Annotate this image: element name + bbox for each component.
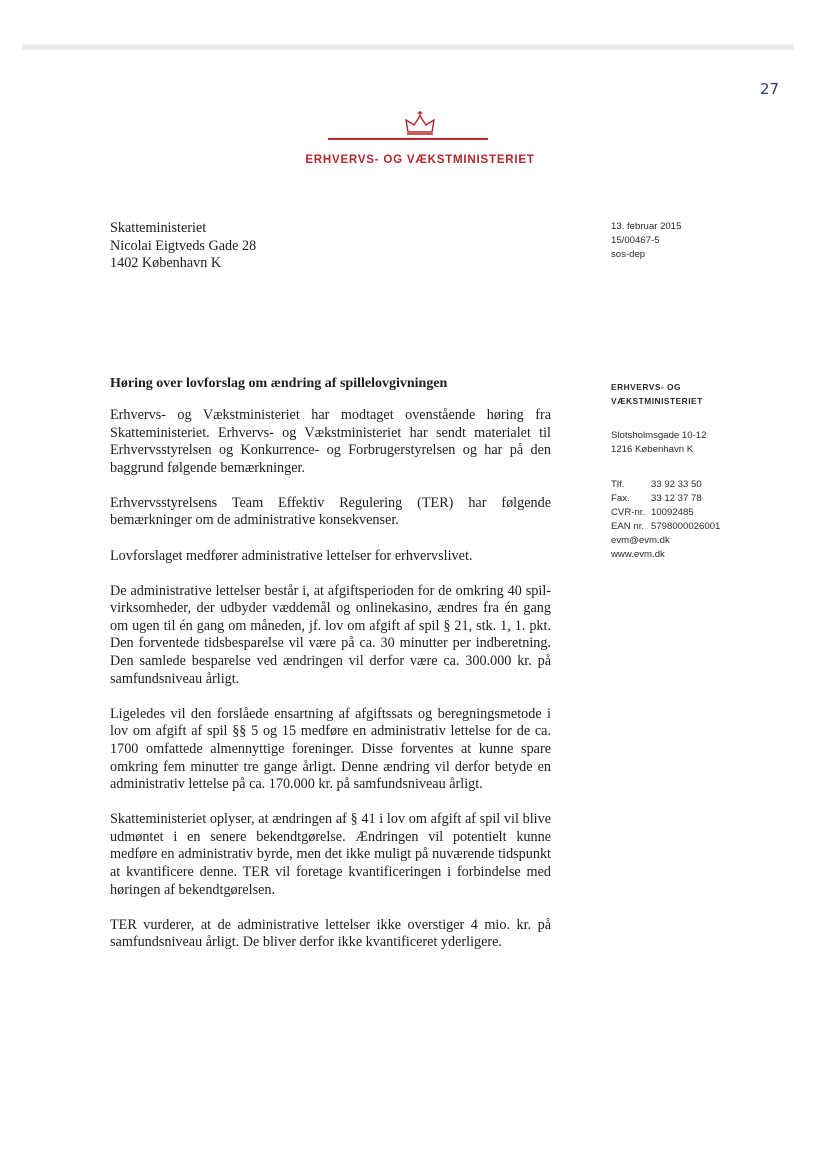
crown-icon [390,110,450,136]
body-paragraph: TER vurderer, at de administrative lettelser ikke overstiger 4 mio. kr. på samfundsniveau årligt. De bliver derfor ikke kvantificeret yderligere. [110,916,551,951]
letterhead-rule [328,138,488,140]
body-paragraph: Skatteministeriet oplyser, at ændringen af § 41 i lov om afgift af spil vil blive udmøntet i en senere bekendtgørelse. Ændringen vil potentielt kunne medføre en administrativ byrde, men det ikke muligt på nuværende tidspunkt at kvantificere denne. TER vil foretage kvantificeringen i forbindelse med høringen af bekendtgørelsen. [110,811,551,898]
contact-value: 33 92 33 50 [651,479,702,490]
recipient-address [110,220,256,273]
ministry-name: ERHVERVS- OG VÆKSTMINISTERIET [305,154,535,166]
body-paragraph: Erhvervs- og Vækstministeriet har modtaget ovenstående høring fra Skatteministeriet. Erhvervs- og Vækstministeriet har sendt materialet til Erhvervsstyrelsen og Konkurrence- og Forbrugerstyrelsen og har på den baggrund følgende bemærkninger. [110,407,551,476]
email-link[interactable]: evm@evm.dk [611,535,670,546]
body-paragraph: Lovforslaget medfører administrative lettelser for erhvervslivet. [110,547,473,564]
sidebar-org-line: ERHVERVS- OG [611,382,682,392]
sidebar-address-line: 1216 København K [611,444,694,455]
case-initials: sos-dep [611,249,646,260]
contact-list [611,478,720,562]
sidebar-org-line: VÆKSTMINISTERIET [611,396,703,406]
contact-row [611,492,720,506]
letter-meta [611,220,681,262]
letter-subject: Høring over lovforslag om ændring af spillelovgivningen [110,376,448,391]
body-paragraph: Erhvervsstyrelsens Team Effektiv Regulering (TER) har følgende bemærkninger om de administrative konsekvenser. [110,494,551,529]
contact-value: 33 12 37 78 [651,493,702,504]
body-paragraph: De administrative lettelser består i, at afgiftsperioden for de omkring 40 spil-virksomheder, der udbyder væddemål og onlinekasino, ændres fra én gang om ugen til én gang om måneden, jf. lov om afgift af spil § 21, stk. 1, 1. pkt. Den forventede tidsbesparelse vil være på ca. 30 minutter per indberetning. Den samlede besparelse ved ændringen vil derfor være ca. 300.000 kr. på samfundsniveau årligt. [110,582,551,687]
letter-body [110,407,551,969]
reference-number: 15/00467-5 [611,235,660,246]
contact-label: Fax. [611,493,630,504]
letter-date: 13. februar 2015 [611,221,682,232]
contact-label: CVR-nr. [611,507,646,518]
recipient-line: Nicolai Eigtveds Gade 28 [110,237,257,254]
handwritten-page-number: 27 [760,80,780,98]
contact-row [611,520,720,534]
ministry-contact-sidebar [611,380,720,562]
website-link[interactable]: www.evm.dk [611,549,665,560]
sidebar-address [611,429,720,457]
contact-label: EAN nr. [611,521,645,532]
recipient-line: Skatteministeriet [110,220,207,236]
sidebar-address-line: Slotsholmsgade 10-12 [611,430,707,441]
contact-value: 5798000026001 [651,521,721,532]
contact-label: Tlf. [611,479,625,490]
body-paragraph: Ligeledes vil den forslåede ensartning af afgiftssats og beregningsmetode i lov om afgift af spil §§ 5 og 15 medføre en administrativ lettelse for de ca. 1700 omfattede almennyttige foreninger. Disse forventes at kunne spare omkring fem minutter tre gange årligt. Denne ændring vil derfor betyde en administrativ lettelse på ca. 170.000 kr. på samfundsniveau årligt. [110,705,551,793]
scan-artifact-line [22,44,794,50]
contact-row [611,506,720,520]
contact-row [611,478,720,492]
contact-value: 10092485 [651,507,694,518]
sidebar-org-name [611,380,720,408]
recipient-line: 1402 København K [110,255,222,271]
